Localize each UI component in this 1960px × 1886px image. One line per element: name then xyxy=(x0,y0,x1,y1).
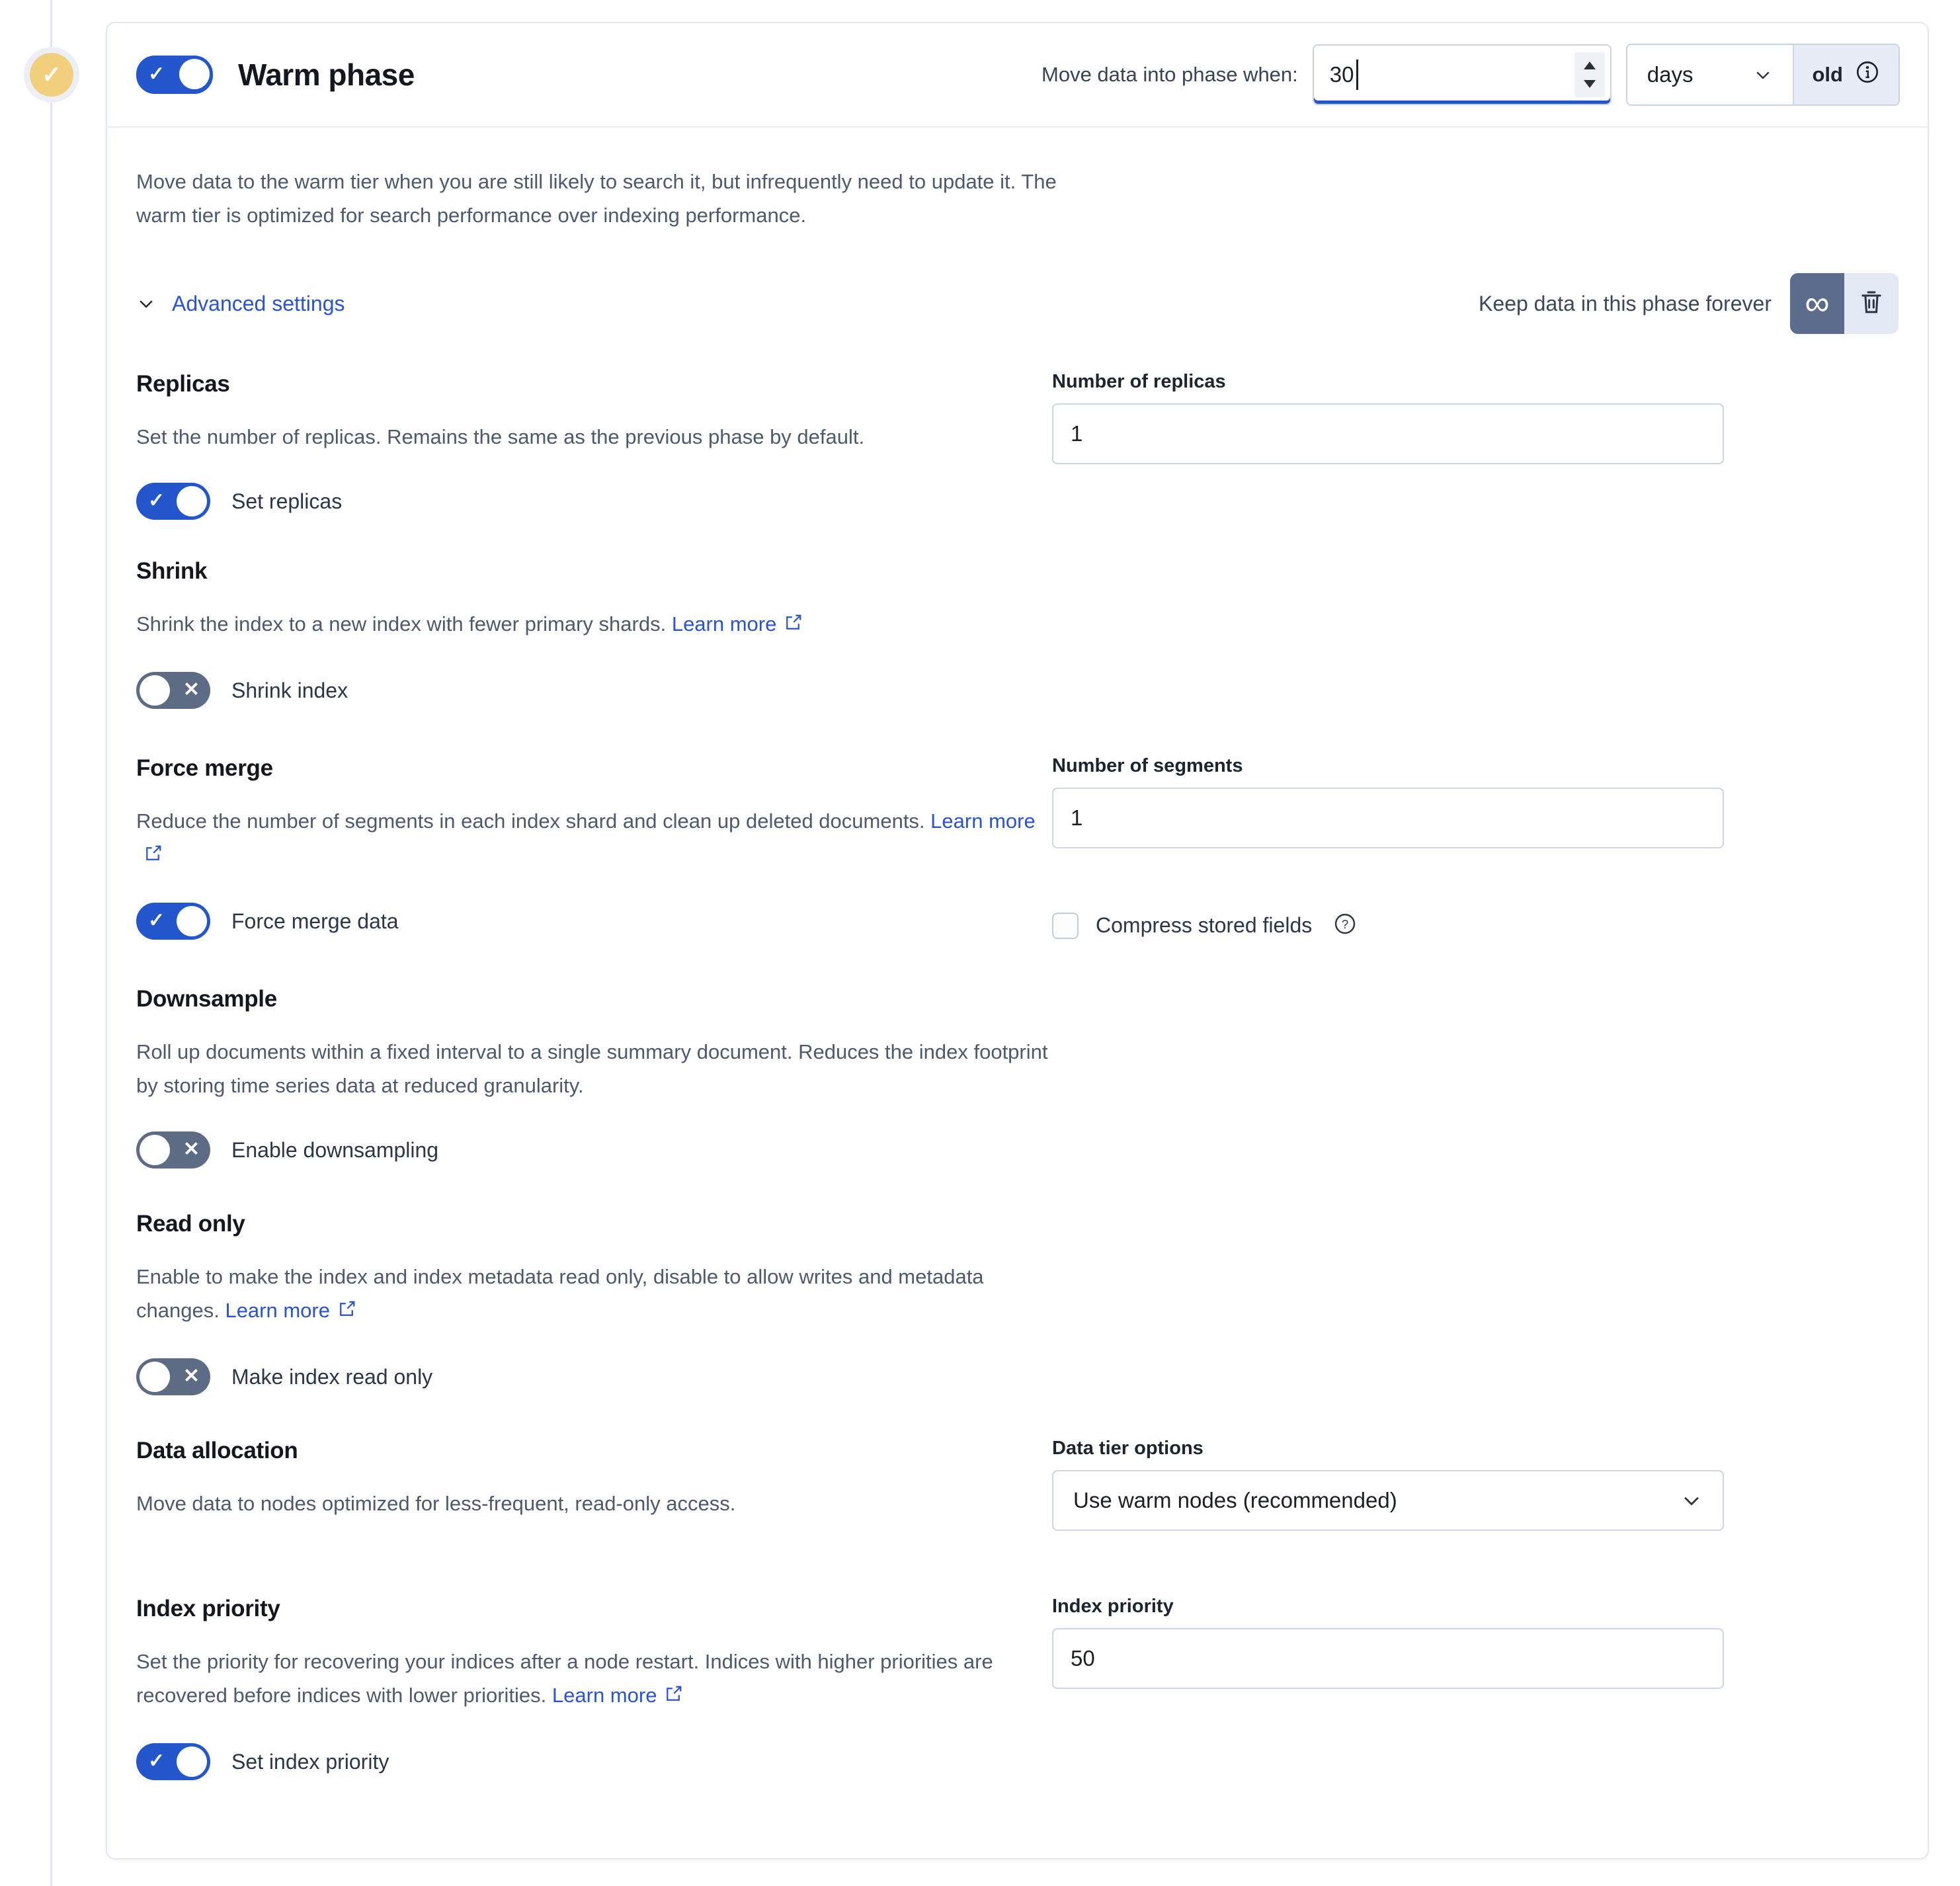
set-replicas-toggle[interactable] xyxy=(136,483,210,520)
index-priority-label: Index priority xyxy=(1052,1596,1174,1617)
section-description: Move data to nodes optimized for less-frequent, read-only access. xyxy=(136,1492,736,1515)
section-title: Force merge xyxy=(136,755,273,781)
force-merge-data-label: Force merge data xyxy=(231,909,399,933)
data-tier-selected-value: Use warm nodes (recommended) xyxy=(1073,1488,1397,1512)
data-tier-options-select[interactable] xyxy=(1052,1470,1724,1531)
section-title: Read only xyxy=(136,1211,245,1237)
force-merge-learn-more-link[interactable]: Learn more xyxy=(930,809,1036,833)
section-description: Set the number of replicas. Remains the same as the previous phase by default. xyxy=(136,425,865,448)
chevron-down-icon xyxy=(136,294,156,313)
cross-icon: ✕ xyxy=(183,1138,200,1161)
info-icon[interactable] xyxy=(1855,60,1880,90)
set-replicas-label: Set replicas xyxy=(231,489,343,513)
keep-data-row xyxy=(1479,273,1899,334)
move-data-controls xyxy=(1041,44,1900,106)
shrink-index-row xyxy=(136,672,1052,709)
make-index-read-only-toggle[interactable] xyxy=(136,1358,210,1395)
warm-phase-body xyxy=(107,128,1928,1780)
warm-phase-header xyxy=(107,23,1928,128)
enable-downsampling-label: Enable downsampling xyxy=(231,1137,439,1162)
set-index-priority-row xyxy=(136,1743,1052,1780)
infinity-icon: ∞ xyxy=(1805,284,1830,323)
compress-stored-fields-checkbox[interactable] xyxy=(1052,913,1079,939)
move-when-value-input[interactable] xyxy=(1313,44,1612,105)
force-merge-right xyxy=(1052,755,1899,940)
section-data-allocation xyxy=(136,1438,1899,1531)
set-index-priority-toggle[interactable] xyxy=(136,1743,210,1780)
read-only-left xyxy=(136,1211,1052,1395)
check-icon: ✓ xyxy=(148,1750,165,1772)
section-title: Shrink xyxy=(136,558,208,584)
read-only-description-text: Enable to make the index and index metadata read only, disable to allow writes and metadata changes. xyxy=(136,1265,984,1322)
move-when-value: 30 xyxy=(1329,62,1354,87)
replicas-right xyxy=(1052,371,1899,520)
toggle-knob xyxy=(140,675,170,706)
enable-downsampling-toggle[interactable] xyxy=(136,1131,210,1168)
toggle-knob xyxy=(140,1135,170,1165)
force-merge-data-toggle[interactable] xyxy=(136,903,210,940)
section-description xyxy=(136,1645,1052,1714)
shrink-index-toggle[interactable] xyxy=(136,672,210,709)
age-unit-value: days xyxy=(1647,62,1694,87)
text-cursor xyxy=(1356,60,1358,90)
section-downsample xyxy=(136,986,1899,1168)
shrink-description-text: Shrink the index to a new index with fewer primary shards. xyxy=(136,612,667,636)
external-link-icon xyxy=(783,614,803,637)
number-stepper[interactable] xyxy=(1574,52,1605,97)
make-index-read-only-row xyxy=(136,1358,1052,1395)
section-replicas xyxy=(136,371,1899,520)
delete-phase-button[interactable] xyxy=(1844,273,1899,334)
section-title: Data allocation xyxy=(136,1438,298,1463)
advanced-settings-toggle[interactable] xyxy=(136,292,345,316)
index-priority-description-text: Set the priority for recovering your indices after a node restart. Indices with higher priorities are recovered before indices with lower priorities. xyxy=(136,1650,993,1707)
trash-icon xyxy=(1858,288,1885,319)
downsample-left xyxy=(136,986,1052,1168)
index-priority-input[interactable] xyxy=(1052,1628,1724,1689)
shrink-left xyxy=(136,558,1052,709)
number-of-replicas-label: Number of replicas xyxy=(1052,371,1226,392)
force-merge-data-row xyxy=(136,903,1052,940)
age-unit-select[interactable] xyxy=(1627,45,1793,104)
compress-stored-fields-label: Compress stored fields xyxy=(1096,913,1313,937)
section-description: Roll up documents within a fixed interval to a single summary document. Reduces the index footprint by storing time series data at reduced granularity. xyxy=(136,1040,1048,1097)
check-icon: ✓ xyxy=(148,63,165,85)
shrink-index-label: Shrink index xyxy=(231,678,348,702)
set-index-priority-label: Set index priority xyxy=(231,1749,389,1774)
data-allocation-right xyxy=(1052,1438,1899,1531)
step-up-icon[interactable] xyxy=(1584,62,1596,69)
cross-icon: ✕ xyxy=(183,1365,200,1387)
read-only-learn-more-link[interactable]: Learn more xyxy=(225,1299,330,1322)
help-icon[interactable] xyxy=(1333,912,1357,939)
infinity-button[interactable] xyxy=(1790,273,1844,334)
phase-status-ring xyxy=(24,47,79,102)
force-merge-left xyxy=(136,755,1052,940)
phase-timeline-line xyxy=(50,0,52,1886)
keep-data-label: Keep data in this phase forever xyxy=(1479,291,1772,315)
section-description xyxy=(136,607,1052,643)
move-when-label: Move data into phase when: xyxy=(1041,63,1298,86)
section-title: Downsample xyxy=(136,986,277,1012)
compress-stored-fields-row xyxy=(1052,912,1899,939)
toggle-knob xyxy=(140,1362,170,1392)
phase-status-check-icon: ✓ xyxy=(30,53,73,97)
section-title: Index priority xyxy=(136,1596,280,1621)
warm-phase-enabled-toggle[interactable] xyxy=(136,56,213,94)
external-link-icon xyxy=(663,1686,683,1709)
section-title: Replicas xyxy=(136,371,230,397)
data-tier-options-label: Data tier options xyxy=(1052,1438,1204,1459)
age-badge-label: old xyxy=(1812,63,1843,86)
index-priority-learn-more-link[interactable]: Learn more xyxy=(551,1684,657,1707)
section-read-only xyxy=(136,1211,1899,1395)
chevron-down-icon xyxy=(1680,1489,1703,1512)
toggle-knob xyxy=(179,59,210,89)
chevron-down-icon xyxy=(1753,65,1773,85)
number-of-segments-label: Number of segments xyxy=(1052,755,1243,776)
external-link-icon xyxy=(337,1301,356,1324)
replicas-left xyxy=(136,371,1052,520)
cross-icon: ✕ xyxy=(183,678,200,701)
age-unit-group xyxy=(1626,44,1900,106)
number-of-segments-input[interactable] xyxy=(1052,788,1724,848)
make-index-read-only-label: Make index read only xyxy=(231,1364,433,1389)
phase-duration-button-group xyxy=(1790,273,1899,334)
phase-description: Move data to the warm tier when you are still likely to search it, but infrequently need to update it. The warm tier is optimized for search performance over indexing performance. xyxy=(136,170,1057,227)
section-index-priority xyxy=(136,1596,1899,1780)
external-link-icon xyxy=(143,845,163,868)
check-icon: ✓ xyxy=(148,489,165,512)
index-priority-right xyxy=(1052,1596,1899,1780)
page-title: Warm phase xyxy=(238,58,415,92)
data-allocation-left xyxy=(136,1438,1052,1531)
set-replicas-row xyxy=(136,483,1052,520)
age-badge xyxy=(1793,45,1899,104)
check-icon: ✓ xyxy=(148,909,165,932)
section-shrink xyxy=(136,558,1899,709)
svg-text:?: ? xyxy=(1342,917,1349,931)
advanced-settings-row xyxy=(136,273,1899,334)
shrink-learn-more-link[interactable]: Learn more xyxy=(671,612,777,636)
downsample-right xyxy=(1052,986,1899,1168)
step-down-icon[interactable] xyxy=(1584,80,1596,88)
section-force-merge xyxy=(136,755,1899,940)
section-description xyxy=(136,804,1052,874)
toggle-knob xyxy=(177,486,207,516)
number-of-replicas-input[interactable] xyxy=(1052,403,1724,464)
toggle-knob xyxy=(177,1746,207,1777)
read-only-right xyxy=(1052,1211,1899,1395)
shrink-right xyxy=(1052,558,1899,709)
section-description xyxy=(136,1260,1052,1329)
toggle-knob xyxy=(177,906,207,936)
enable-downsampling-row xyxy=(136,1131,1052,1168)
force-merge-description-text: Reduce the number of segments in each index shard and clean up deleted documents. xyxy=(136,809,925,833)
warm-phase-panel xyxy=(106,22,1929,1860)
index-priority-left xyxy=(136,1596,1052,1780)
advanced-settings-label: Advanced settings xyxy=(172,291,345,315)
